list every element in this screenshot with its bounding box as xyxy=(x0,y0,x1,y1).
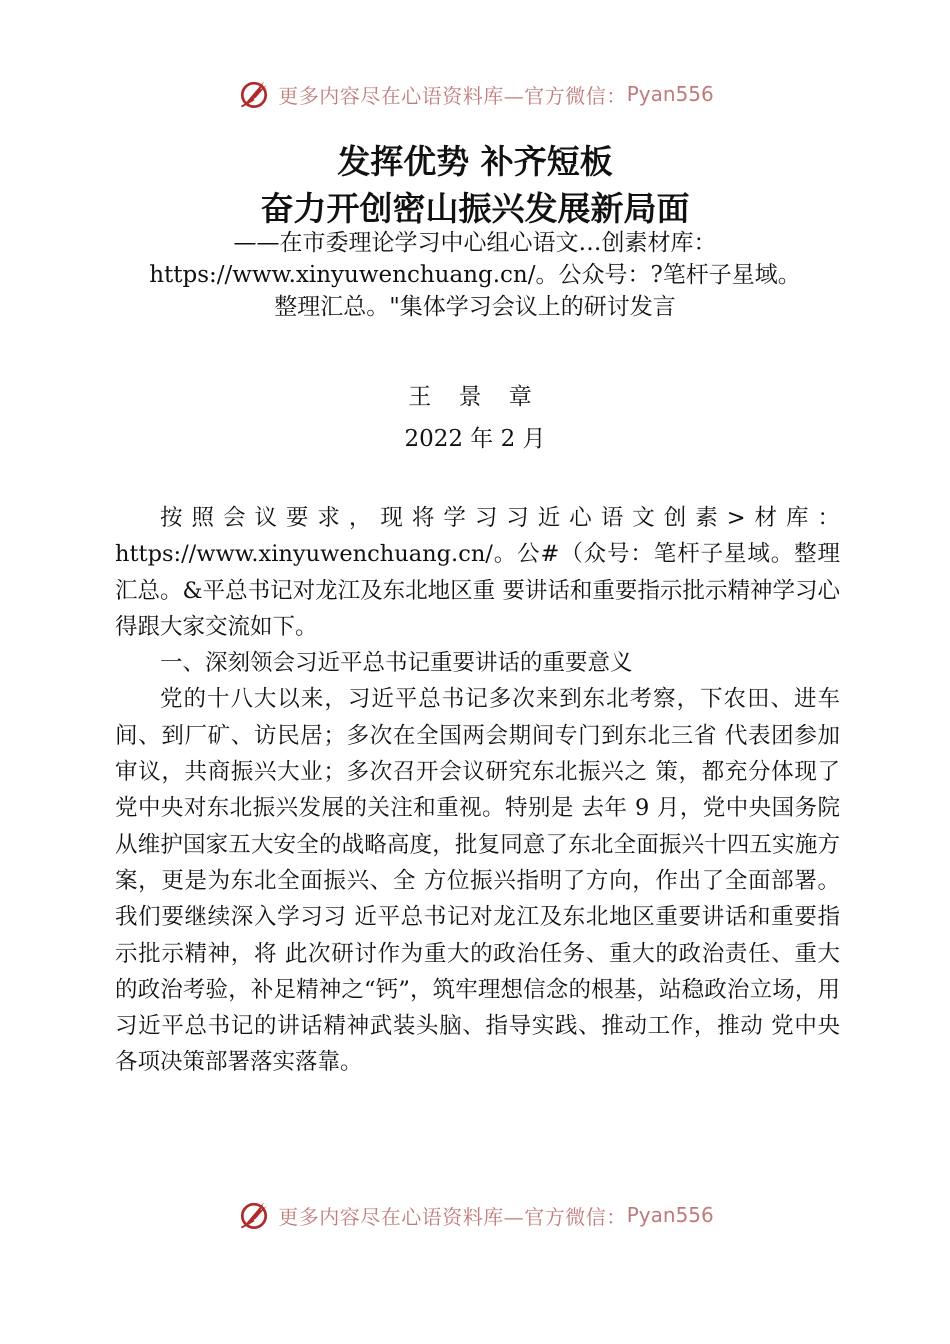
section-heading: 一、深刻领会习近平总书记重要讲话的重要意义 xyxy=(160,650,633,677)
date: 2022 年 2 月 xyxy=(404,426,546,452)
banner-text: 更多内容尽在心语资料库—官方微信： xyxy=(278,83,627,108)
paragraph: 按照会议要求，现将学习习近心语文创素>材库：https://www.xinyuwenchuang.cn/。公#（众号：笔杆子星域。整理汇总。&平总书记对龙江及东北地区重 要讲话和重要指示批示精神学习心得跟大家交流如下。 xyxy=(115,505,840,640)
quill-seal-icon xyxy=(236,1197,272,1233)
header-banner xyxy=(0,72,950,116)
paragraph: 党的十八大以来，习近平总书记多次来到东北考察，下农田、进车间、到厂矿、访民居；多次在全国两会期间专门到东北三省 代表团参加审议，共商振兴大业；多次召开会议研究东北振兴之 策，都充分体现了党中央对东北振兴发展的关注和重视。特别是 去年 9 月，党中央国务院从维护国家五大安全的战略高度，批复同意了东北全面振兴十四五实施方案，更是为东北全面振兴、全 方位振兴指明了方向，作出了全面部署。我们要继续深入学习习 近平总书记对龙江及东北地区重要讲话和重要指示批示精神，将 此次研讨作为重大的政治任务、重大的政治责任、重大的政治考验，补足精神之“钙”，筑牢理想信念的根基，站稳政治立场，用习近平总书记的讲话精神武装头脑、指导实践、推动工作，推动 党中央各项决策部署落实落靠。 xyxy=(115,686,840,1076)
footer-banner xyxy=(0,1193,950,1237)
document-body xyxy=(115,500,840,1081)
author: 王 景 章 xyxy=(408,384,542,410)
page-title-line2: 奋力开创密山振兴发展新局面 xyxy=(260,189,690,228)
banner-wechat-id: Pyan556 xyxy=(626,82,714,106)
quill-seal-icon xyxy=(236,76,272,112)
banner-wechat-id: Pyan556 xyxy=(626,1203,714,1227)
page-subtitle: ——在市委理论学习中心组心语文…创素材库：https://www.xinyuwenchuang.cn/。公众号：?笔杆子星域。整理汇总。"集体学习会议上的研讨发言 xyxy=(149,230,801,320)
banner-text: 更多内容尽在心语资料库—官方微信： xyxy=(278,1204,627,1229)
page-title: 发挥优势 补齐短板 xyxy=(337,142,613,181)
